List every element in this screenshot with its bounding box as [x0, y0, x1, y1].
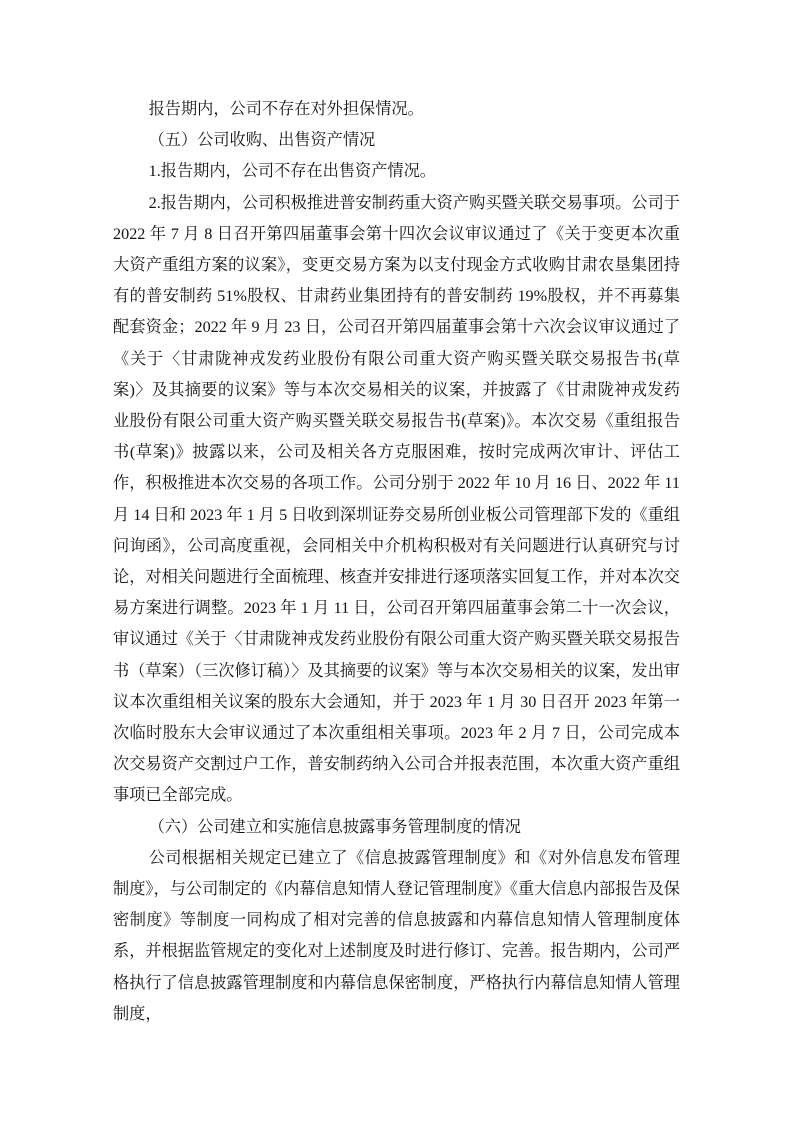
section-heading: （五）公司收购、出售资产情况 — [148, 131, 376, 150]
paragraph: 报告期内，公司不存在对外担保情况。 — [148, 100, 424, 118]
paragraph: 2.报告期内，公司积极推进普安制药重大资产购买暨关联交易事项。公司于 2022 年 7 月 8 日召开第四届董事会第十四次会议审议通过了《关于变更本次重大资产重组方案的议案》，变更交易方案为以支付现金方式收购甘肃农垦集团持有的普安制药 51%股权、甘肃药业集团持有的普安制药 19%股权，并不再募集配套资金；2022 年 9 月 23 日，公司召开第四届董事会第十六次会议审议通过了《关于〈甘肃陇神戎发药业股份有限公司重大资产购买暨关联交易报告书(草案)〉及其摘要的议案》等与本次交易相关的议案，并披露了《甘肃陇神戎发药业股份有限公司重大资产购买暨关联交易报告书(草案)》。本次交易《重组报告书(草案)》披露以来，公司及相关各方克服困难，按时完成两次审计、评估工作，积极推进本次交易的各项工作。公司分别于 2022 年 10 月 16 日、2022 年 11 月 14 日和 2023 年 1 月 5 日收到深圳证券交易所创业板公司管理部下发的《重组问询函》，公司高度重视，会同相关中介机构积极对有关问题进行认真研究与讨论，对相关问题进行全面梳理、核查并安排进行逐项落实回复工作，并对本次交易方案进行调整。2023 年 1 月 11 日，公司召开第四届董事会第二十一次会议，审议通过《关于〈甘肃陇神戎发药业股份有限公司重大资产购买暨关联交易报告书（草案）（三次修订稿）〉及其摘要的议案》等与本次交易相关的议案，发出审议本次重组相关议案的股东大会通知，并于 2023 年 1 月 30 日召开 2023 年第一次临时股东大会审议通过了本次重组相关事项。2023 年 2 月 7 日，公司完成本次交易资产交割过户工作，普安制药纳入公司合并报表范围，本次重大资产重组事项已全部完成。 — [113, 193, 680, 805]
paragraph: 公司根据相关规定已建立了《信息披露管理制度》和《对外信息发布管理制度》，与公司制定的《内幕信息知情人登记管理制度》《重大信息内部报告及保密制度》等制度一同构成了相对完善的信息披露和内幕信息知情人管理制度体系，并根据监管规定的变化对上述制度及时进行修订、完善。报告期内，公司严格执行了信息披露管理制度和内幕信息保密制度，严格执行内幕信息知情人管理制度， — [113, 848, 680, 1023]
paragraph: 1.报告期内，公司不存在出售资产情况。 — [148, 162, 436, 181]
section-heading: （六）公司建立和实施信息披露事务管理制度的情况 — [148, 817, 521, 836]
document-body — [113, 94, 680, 1030]
